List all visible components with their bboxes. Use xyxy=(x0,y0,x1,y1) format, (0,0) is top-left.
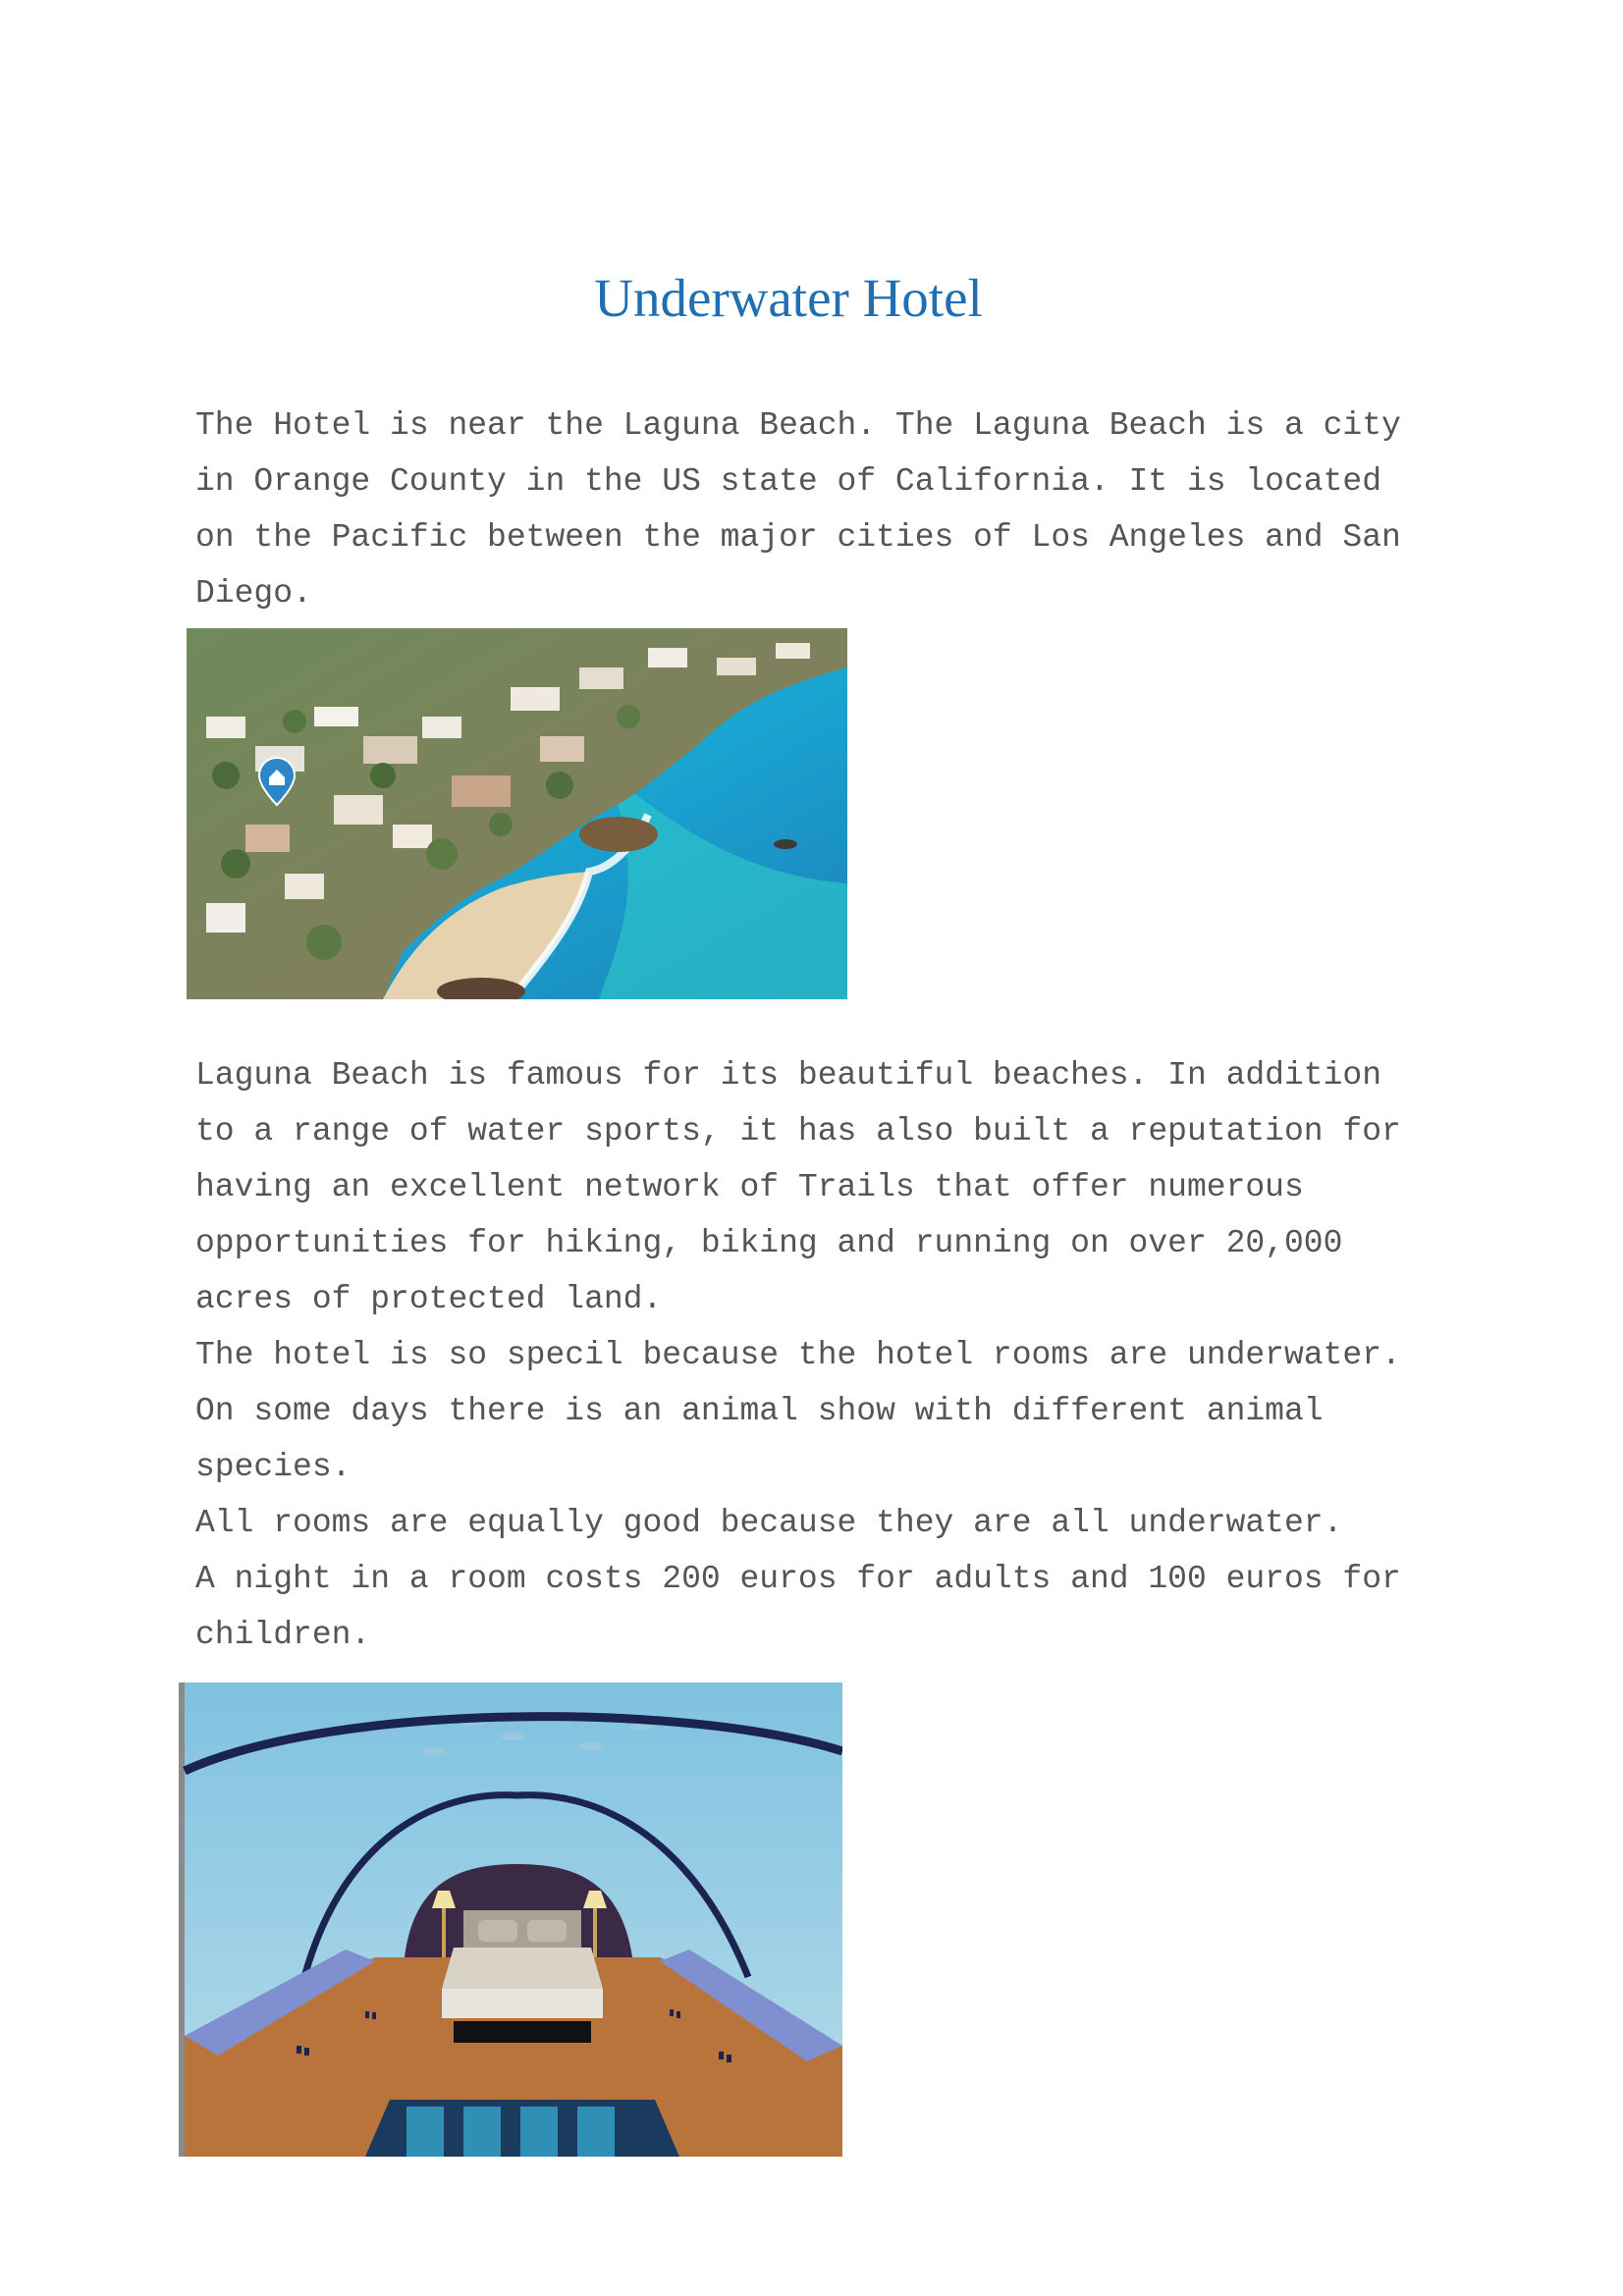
text-line: acres of protected land. xyxy=(195,1281,663,1317)
paragraph-intro xyxy=(195,398,1462,621)
text-line: species. xyxy=(195,1449,352,1485)
text-line: opportunities for hiking, biking and running on over 20,000 xyxy=(195,1225,1343,1261)
text-line: The hotel is so specil because the hotel rooms are underwater. xyxy=(195,1337,1401,1373)
text-line: On some days there is an animal show with different animal xyxy=(195,1393,1324,1429)
text-line: The Hotel is near the Laguna Beach. The Laguna Beach is a city xyxy=(195,407,1401,444)
rock xyxy=(579,817,658,852)
text-line: children. xyxy=(195,1617,371,1653)
laguna-beach-photo xyxy=(187,628,847,999)
text-line: on the Pacific between the major cities of Los Angeles and San xyxy=(195,519,1401,556)
frame-edge xyxy=(179,1682,185,2157)
bed-base-shadow xyxy=(454,2021,591,2043)
page-title: Underwater Hotel xyxy=(594,268,983,328)
pillow xyxy=(527,1920,567,1942)
underwater-room-drawing xyxy=(179,1682,842,2157)
text-line: A night in a room costs 200 euros for adults and 100 euros for xyxy=(195,1561,1401,1597)
bed-mattress xyxy=(442,1948,603,1989)
paragraph-details xyxy=(195,1047,1462,1663)
text-line: All rooms are equally good because they are all underwater. xyxy=(195,1505,1343,1541)
text-line: having an excellent network of Trails that offer numerous xyxy=(195,1169,1304,1205)
text-line: in Orange County in the US state of California. It is located xyxy=(195,463,1381,500)
rock xyxy=(774,839,797,849)
text-line: to a range of water sports, it has also built a reputation for xyxy=(195,1113,1401,1149)
room-drawing-illustration xyxy=(179,1682,842,2157)
text-line: Diego. xyxy=(195,575,312,612)
text-line: Laguna Beach is famous for its beautiful beaches. In addition xyxy=(195,1057,1381,1094)
bed-frame xyxy=(442,1989,603,2018)
pillow xyxy=(478,1920,517,1942)
beach-photo-illustration xyxy=(187,628,847,999)
